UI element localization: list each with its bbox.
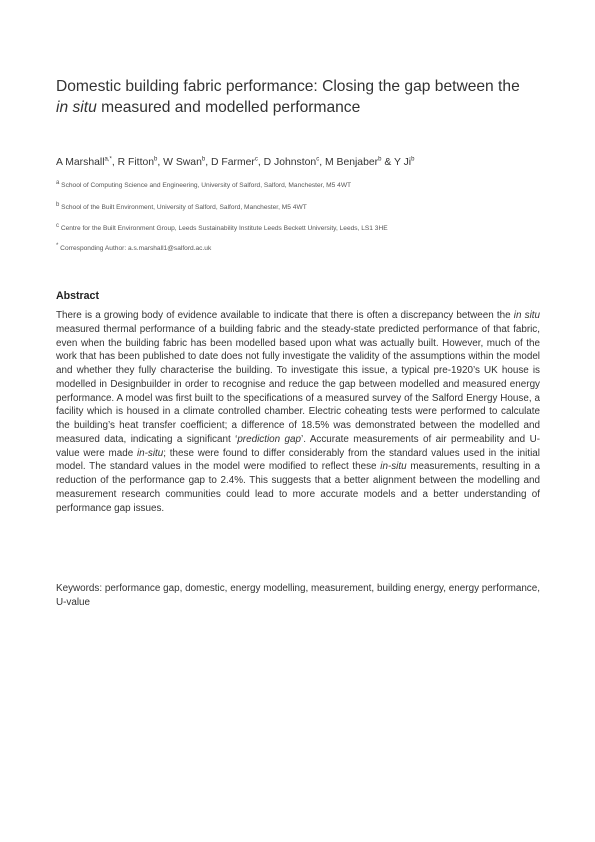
- author-affiliation-mark: c: [254, 156, 258, 163]
- abstract-italic: in-situ: [380, 461, 407, 473]
- abstract-text: ; these were found to differ considerably from the standard values used in the initial model. The standard values in the model were modified to reflect these: [56, 447, 540, 473]
- author-name: Y Ji: [393, 157, 412, 168]
- author-separator: ,: [205, 157, 211, 168]
- affiliation-b: [56, 203, 556, 212]
- author-affiliation-mark: c: [316, 156, 320, 163]
- abstract-text: ’. Accurate measurements of air permeability and U-value were made: [56, 433, 540, 459]
- abstract-italic: prediction gap: [237, 433, 302, 445]
- affiliation-text: Centre for the Built Environment Group, Leeds Sustainability Institute Leeds Beckett University, Leeds, LS1 3HE: [59, 225, 388, 232]
- affiliation-c: [56, 224, 556, 233]
- author-name: W Swan: [163, 157, 202, 168]
- affiliation-mark: c: [56, 222, 59, 229]
- corresponding-author-text: Corresponding Author: a.s.marshall1@salford.ac.uk: [58, 245, 212, 252]
- abstract-italic: in-situ: [136, 447, 164, 459]
- title-italic-in-situ: in situ: [56, 99, 97, 116]
- title-part1: Domestic building fabric performance: Closing the gap between the: [56, 78, 520, 95]
- author-name: D Johnston: [263, 157, 317, 168]
- author-name: R Fitton: [117, 157, 155, 168]
- abstract-italic: in situ: [513, 310, 541, 321]
- affiliation-text: School of Computing Science and Engineering, University of Salford, Salford, Manchester, M5 4WT: [59, 182, 352, 189]
- author-affiliation-mark: b: [154, 156, 158, 163]
- author-separator: ,: [257, 157, 264, 168]
- abstract-body: [56, 309, 540, 515]
- title-part3: measured and modelled performance: [96, 99, 361, 116]
- author-separator: ,: [157, 157, 164, 168]
- author-name: M Benjaber: [324, 157, 379, 168]
- author-separator: &: [381, 157, 394, 168]
- paper-title: [56, 76, 556, 118]
- keywords: Keywords: performance gap, domestic, energy modelling, measurement, building energy, energy performance, U-value: [56, 583, 540, 608]
- affiliation-mark: *: [56, 242, 59, 249]
- author-separator: ,: [111, 157, 118, 168]
- author-separator: ,: [319, 157, 325, 168]
- abstract-text: measurements, resulting in a reduction of the performance gap to 2.4%. This suggests that a better alignment between the modelling and measurement research communities could lead to more accurate models and a better understanding of performance gap issues.: [56, 461, 540, 514]
- author-affiliation-mark: b: [201, 156, 206, 163]
- author-name: A Marshall: [56, 157, 105, 168]
- affiliation-mark: b: [56, 201, 60, 208]
- author-affiliation-mark: b: [378, 156, 382, 163]
- abstract-text: There is a growing body of evidence available to indicate that there is often a discrepancy between the: [56, 310, 514, 321]
- corresponding-author: [56, 244, 556, 253]
- abstract-heading: Abstract: [56, 290, 99, 302]
- affiliation-mark: a: [56, 179, 60, 186]
- affiliation-text: School of the Built Environment, University of Salford, Salford, Manchester, M5 4WT: [59, 204, 307, 211]
- abstract-text: measured thermal performance of a building fabric and the steady-state predicted performance of that fabric, even when the building fabric has been modelled based upon what was actually built. However, much of the work that has been published to date does not fully investigate the validity of the assumptions within the model and whether they fully characterise the building. To investigate this issue, a typical pre-1920’s UK house is modelled in Designbuilder in order to recognise and reduce the gap between modelled and measured energy performance. A model was first built to the specifications of a measured survey of the Salford Energy House, a facility which is housed in a climate controlled chamber. Electric coheating tests were performed to calculate the building’s heat transfer coefficient; a difference of 18.5% was demonstrated between the modelled and measured data, indicating a significant ‘: [56, 323, 540, 445]
- author-name: D Farmer: [210, 157, 255, 168]
- author-affiliation-mark: a,*: [104, 156, 112, 163]
- affiliation-a: [56, 181, 556, 190]
- author-affiliation-mark: b: [411, 156, 415, 163]
- author-list: [56, 156, 556, 170]
